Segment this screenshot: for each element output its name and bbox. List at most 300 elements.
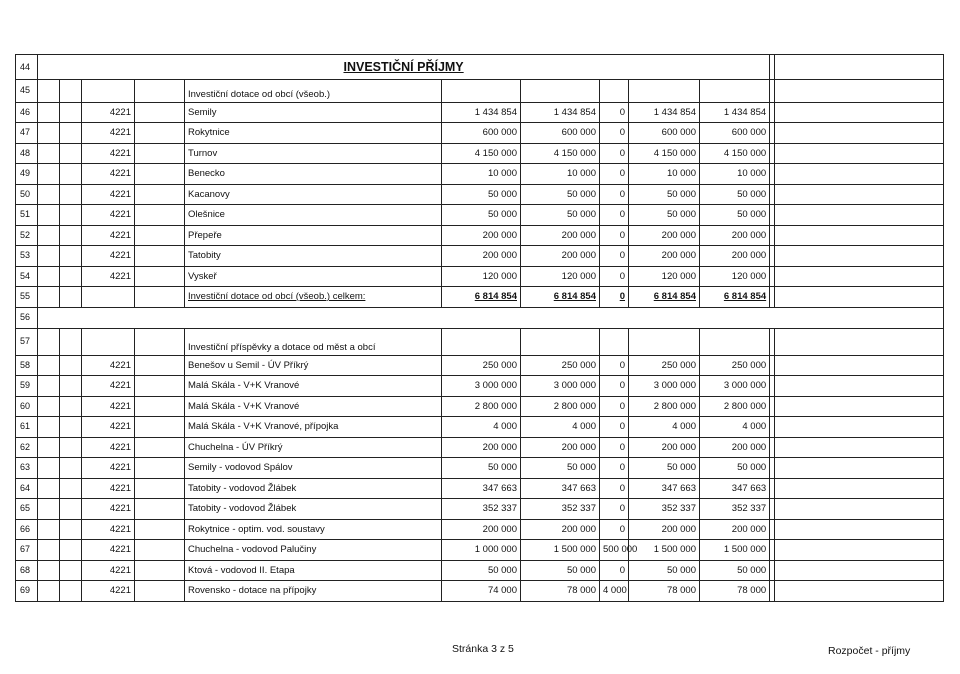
empty-cell xyxy=(135,205,185,226)
value-v4: 200 000 xyxy=(629,519,700,540)
row-number: 56 xyxy=(16,307,38,328)
empty-cell xyxy=(82,287,135,308)
table-row xyxy=(16,307,944,328)
empty-cell xyxy=(38,396,60,417)
value-v1: 1 000 000 xyxy=(442,540,521,561)
empty-cell xyxy=(775,478,944,499)
value-v3: 0 xyxy=(600,266,629,287)
item-name: Semily xyxy=(185,102,442,123)
row-number: 50 xyxy=(16,184,38,205)
total-v1: 6 814 854 xyxy=(442,287,521,308)
value-v3: 0 xyxy=(600,519,629,540)
empty-cell xyxy=(135,143,185,164)
empty-cell xyxy=(775,80,944,103)
value-v5: 200 000 xyxy=(700,437,770,458)
empty-cell xyxy=(775,328,944,355)
empty-cell xyxy=(700,328,770,355)
value-v2: 200 000 xyxy=(521,246,600,267)
value-v3: 0 xyxy=(600,417,629,438)
page-number: Stránka 3 z 5 xyxy=(452,643,514,655)
value-v1: 600 000 xyxy=(442,123,521,144)
value-v2: 200 000 xyxy=(521,437,600,458)
value-v3: 500 000 xyxy=(600,540,629,561)
item-name: Rovensko - dotace na přípojky xyxy=(185,581,442,602)
empty-cell xyxy=(775,499,944,520)
row-number: 62 xyxy=(16,437,38,458)
value-v5: 200 000 xyxy=(700,519,770,540)
value-v5: 600 000 xyxy=(700,123,770,144)
value-v5: 50 000 xyxy=(700,205,770,226)
total-v3: 0 xyxy=(600,287,629,308)
table-row xyxy=(16,80,944,103)
value-v5: 250 000 xyxy=(700,355,770,376)
value-v1: 3 000 000 xyxy=(442,376,521,397)
item-name: Rokytnice - optim. vod. soustavy xyxy=(185,519,442,540)
empty-cell xyxy=(60,246,82,267)
paragraph-code: 4221 xyxy=(82,355,135,376)
empty-cell xyxy=(775,458,944,479)
empty-cell xyxy=(60,458,82,479)
item-name: Tatobity - vodovod Žlábek xyxy=(185,478,442,499)
value-v5: 4 150 000 xyxy=(700,143,770,164)
value-v4: 78 000 xyxy=(629,581,700,602)
paragraph-code: 4221 xyxy=(82,478,135,499)
value-v2: 1 434 854 xyxy=(521,102,600,123)
empty-cell xyxy=(135,581,185,602)
empty-cell xyxy=(38,581,60,602)
value-v1: 250 000 xyxy=(442,355,521,376)
paragraph-code: 4221 xyxy=(82,205,135,226)
value-v3: 0 xyxy=(600,143,629,164)
row-number: 60 xyxy=(16,396,38,417)
item-name: Olešnice xyxy=(185,205,442,226)
value-v4: 50 000 xyxy=(629,458,700,479)
value-v2: 600 000 xyxy=(521,123,600,144)
value-v1: 352 337 xyxy=(442,499,521,520)
value-v1: 74 000 xyxy=(442,581,521,602)
row-number: 51 xyxy=(16,205,38,226)
empty-cell xyxy=(135,80,185,103)
paragraph-code: 4221 xyxy=(82,581,135,602)
empty-cell xyxy=(60,519,82,540)
empty-cell xyxy=(38,184,60,205)
empty-cell xyxy=(38,328,60,355)
value-v4: 1 500 000 xyxy=(629,540,700,561)
table-row xyxy=(16,55,944,80)
value-v4: 10 000 xyxy=(629,164,700,185)
empty-cell xyxy=(38,80,60,103)
empty-cell xyxy=(775,266,944,287)
value-v4: 1 434 854 xyxy=(629,102,700,123)
row-number: 45 xyxy=(16,80,38,103)
item-name: Malá Skála - V+K Vranové xyxy=(185,376,442,397)
row-number: 53 xyxy=(16,246,38,267)
empty-cell xyxy=(60,205,82,226)
empty-cell xyxy=(775,123,944,144)
total-v2: 6 814 854 xyxy=(521,287,600,308)
empty-cell xyxy=(521,328,600,355)
table-row xyxy=(16,540,944,561)
item-name: Benešov u Semil - ÚV Příkrý xyxy=(185,355,442,376)
value-v2: 1 500 000 xyxy=(521,540,600,561)
empty-cell xyxy=(135,376,185,397)
empty-cell xyxy=(38,102,60,123)
value-v1: 50 000 xyxy=(442,560,521,581)
empty-cell xyxy=(775,376,944,397)
empty-cell xyxy=(135,396,185,417)
value-v4: 600 000 xyxy=(629,123,700,144)
empty-cell xyxy=(60,143,82,164)
empty-cell xyxy=(135,246,185,267)
total-v5: 6 814 854 xyxy=(700,287,770,308)
value-v2: 50 000 xyxy=(521,458,600,479)
empty-cell xyxy=(775,519,944,540)
table-row xyxy=(16,287,944,308)
table-row xyxy=(16,355,944,376)
budget-table xyxy=(15,54,944,602)
paragraph-code: 4221 xyxy=(82,184,135,205)
total-label: Investiční dotace od obcí (všeob.) celkem: xyxy=(185,287,442,308)
item-name: Malá Skála - V+K Vranové, přípojka xyxy=(185,417,442,438)
empty-cell xyxy=(82,80,135,103)
empty-cell xyxy=(775,102,944,123)
empty-cell xyxy=(135,225,185,246)
paragraph-code: 4221 xyxy=(82,164,135,185)
value-v5: 50 000 xyxy=(700,458,770,479)
value-v2: 4 000 xyxy=(521,417,600,438)
empty-cell xyxy=(135,540,185,561)
empty-cell xyxy=(135,499,185,520)
row-number: 63 xyxy=(16,458,38,479)
empty-cell xyxy=(629,80,700,103)
paragraph-code: 4221 xyxy=(82,560,135,581)
empty-cell xyxy=(775,355,944,376)
empty-cell xyxy=(38,437,60,458)
value-v5: 3 000 000 xyxy=(700,376,770,397)
item-name: Semily - vodovod Spálov xyxy=(185,458,442,479)
empty-cell xyxy=(135,102,185,123)
paragraph-code: 4221 xyxy=(82,266,135,287)
empty-cell xyxy=(38,355,60,376)
value-v1: 4 150 000 xyxy=(442,143,521,164)
value-v3: 0 xyxy=(600,355,629,376)
row-number: 67 xyxy=(16,540,38,561)
value-v2: 50 000 xyxy=(521,184,600,205)
value-v4: 2 800 000 xyxy=(629,396,700,417)
value-v3: 0 xyxy=(600,205,629,226)
value-v2: 3 000 000 xyxy=(521,376,600,397)
empty-cell xyxy=(38,560,60,581)
value-v4: 50 000 xyxy=(629,205,700,226)
value-v3: 0 xyxy=(600,102,629,123)
value-v1: 2 800 000 xyxy=(442,396,521,417)
row-number: 58 xyxy=(16,355,38,376)
empty-cell xyxy=(775,205,944,226)
value-v2: 78 000 xyxy=(521,581,600,602)
paragraph-code: 4221 xyxy=(82,499,135,520)
value-v2: 4 150 000 xyxy=(521,143,600,164)
value-v3: 0 xyxy=(600,246,629,267)
item-name: Chuchelna - ÚV Příkrý xyxy=(185,437,442,458)
value-v5: 78 000 xyxy=(700,581,770,602)
table-row xyxy=(16,519,944,540)
empty-cell xyxy=(775,55,944,80)
value-v1: 120 000 xyxy=(442,266,521,287)
value-v1: 50 000 xyxy=(442,184,521,205)
empty-cell xyxy=(38,164,60,185)
item-name: Chuchelna - vodovod Palučiny xyxy=(185,540,442,561)
footer-section-label: Rozpočet - příjmy xyxy=(828,645,911,657)
paragraph-code: 4221 xyxy=(82,143,135,164)
empty-cell xyxy=(775,143,944,164)
value-v4: 50 000 xyxy=(629,184,700,205)
empty-cell xyxy=(60,376,82,397)
value-v3: 0 xyxy=(600,376,629,397)
empty-cell xyxy=(775,396,944,417)
table-row xyxy=(16,205,944,226)
empty-cell xyxy=(38,417,60,438)
value-v2: 352 337 xyxy=(521,499,600,520)
empty-cell xyxy=(38,307,944,328)
item-name: Vyskeř xyxy=(185,266,442,287)
value-v2: 120 000 xyxy=(521,266,600,287)
table-row xyxy=(16,246,944,267)
value-v4: 4 000 xyxy=(629,417,700,438)
item-name: Rokytnice xyxy=(185,123,442,144)
paragraph-code: 4221 xyxy=(82,225,135,246)
table-row xyxy=(16,123,944,144)
empty-cell xyxy=(775,581,944,602)
empty-cell xyxy=(60,581,82,602)
table-row xyxy=(16,376,944,397)
empty-cell xyxy=(600,80,629,103)
paragraph-code: 4221 xyxy=(82,417,135,438)
empty-cell xyxy=(775,437,944,458)
value-v1: 10 000 xyxy=(442,164,521,185)
value-v5: 1 434 854 xyxy=(700,102,770,123)
value-v1: 50 000 xyxy=(442,458,521,479)
table-row xyxy=(16,396,944,417)
value-v5: 1 500 000 xyxy=(700,540,770,561)
value-v4: 120 000 xyxy=(629,266,700,287)
value-v4: 200 000 xyxy=(629,246,700,267)
empty-cell xyxy=(135,519,185,540)
empty-cell xyxy=(135,123,185,144)
empty-cell xyxy=(38,246,60,267)
item-name: Benecko xyxy=(185,164,442,185)
table-row xyxy=(16,458,944,479)
empty-cell xyxy=(38,458,60,479)
empty-cell xyxy=(60,417,82,438)
value-v3: 0 xyxy=(600,478,629,499)
empty-cell xyxy=(775,164,944,185)
table-row xyxy=(16,102,944,123)
paragraph-code: 4221 xyxy=(82,458,135,479)
value-v3: 0 xyxy=(600,437,629,458)
value-v1: 200 000 xyxy=(442,437,521,458)
value-v4: 352 337 xyxy=(629,499,700,520)
empty-cell xyxy=(38,540,60,561)
paragraph-code: 4221 xyxy=(82,519,135,540)
value-v5: 4 000 xyxy=(700,417,770,438)
table-row xyxy=(16,225,944,246)
row-number: 64 xyxy=(16,478,38,499)
row-number: 49 xyxy=(16,164,38,185)
value-v1: 50 000 xyxy=(442,205,521,226)
table-row xyxy=(16,560,944,581)
empty-cell xyxy=(60,184,82,205)
empty-cell xyxy=(442,328,521,355)
empty-cell xyxy=(60,123,82,144)
value-v3: 0 xyxy=(600,560,629,581)
empty-cell xyxy=(38,143,60,164)
value-v5: 200 000 xyxy=(700,246,770,267)
empty-cell xyxy=(38,205,60,226)
empty-cell xyxy=(60,560,82,581)
empty-cell xyxy=(60,102,82,123)
empty-cell xyxy=(135,287,185,308)
empty-cell xyxy=(775,246,944,267)
empty-cell xyxy=(38,519,60,540)
empty-cell xyxy=(38,287,60,308)
empty-cell xyxy=(135,266,185,287)
row-number: 69 xyxy=(16,581,38,602)
value-v4: 347 663 xyxy=(629,478,700,499)
value-v3: 0 xyxy=(600,396,629,417)
row-number: 52 xyxy=(16,225,38,246)
value-v4: 3 000 000 xyxy=(629,376,700,397)
value-v1: 200 000 xyxy=(442,246,521,267)
empty-cell xyxy=(82,328,135,355)
row-number: 66 xyxy=(16,519,38,540)
value-v2: 50 000 xyxy=(521,205,600,226)
empty-cell xyxy=(135,328,185,355)
row-number: 55 xyxy=(16,287,38,308)
item-name: Tatobity xyxy=(185,246,442,267)
table-row xyxy=(16,164,944,185)
value-v5: 347 663 xyxy=(700,478,770,499)
empty-cell xyxy=(775,184,944,205)
empty-cell xyxy=(60,499,82,520)
row-number: 57 xyxy=(16,328,38,355)
value-v2: 347 663 xyxy=(521,478,600,499)
empty-cell xyxy=(38,376,60,397)
item-name: Přepeře xyxy=(185,225,442,246)
value-v5: 10 000 xyxy=(700,164,770,185)
table-row xyxy=(16,499,944,520)
value-v2: 50 000 xyxy=(521,560,600,581)
value-v1: 347 663 xyxy=(442,478,521,499)
value-v1: 200 000 xyxy=(442,519,521,540)
value-v2: 200 000 xyxy=(521,519,600,540)
empty-cell xyxy=(38,499,60,520)
value-v5: 50 000 xyxy=(700,184,770,205)
table-row xyxy=(16,478,944,499)
value-v5: 120 000 xyxy=(700,266,770,287)
empty-cell xyxy=(775,417,944,438)
value-v2: 2 800 000 xyxy=(521,396,600,417)
paragraph-code: 4221 xyxy=(82,376,135,397)
empty-cell xyxy=(442,80,521,103)
paragraph-code: 4221 xyxy=(82,102,135,123)
paragraph-code: 4221 xyxy=(82,396,135,417)
empty-cell xyxy=(600,328,629,355)
empty-cell xyxy=(38,266,60,287)
total-v4: 6 814 854 xyxy=(629,287,700,308)
empty-cell xyxy=(775,540,944,561)
value-v4: 250 000 xyxy=(629,355,700,376)
empty-cell xyxy=(60,478,82,499)
empty-cell xyxy=(60,164,82,185)
empty-cell xyxy=(38,123,60,144)
value-v3: 4 000 xyxy=(600,581,629,602)
empty-cell xyxy=(60,328,82,355)
row-number: 68 xyxy=(16,560,38,581)
empty-cell xyxy=(700,80,770,103)
value-v3: 0 xyxy=(600,225,629,246)
empty-cell xyxy=(135,437,185,458)
item-name: Turnov xyxy=(185,143,442,164)
table-body xyxy=(16,55,944,602)
value-v3: 0 xyxy=(600,184,629,205)
table-row xyxy=(16,437,944,458)
value-v3: 0 xyxy=(600,123,629,144)
empty-cell xyxy=(60,396,82,417)
empty-cell xyxy=(775,225,944,246)
row-number: 46 xyxy=(16,102,38,123)
empty-cell xyxy=(60,355,82,376)
empty-cell xyxy=(775,560,944,581)
table-row xyxy=(16,581,944,602)
row-number: 61 xyxy=(16,417,38,438)
value-v5: 50 000 xyxy=(700,560,770,581)
empty-cell xyxy=(135,417,185,438)
value-v3: 0 xyxy=(600,499,629,520)
empty-cell xyxy=(521,80,600,103)
empty-cell xyxy=(60,540,82,561)
empty-cell xyxy=(60,266,82,287)
empty-cell xyxy=(135,355,185,376)
row-number: 65 xyxy=(16,499,38,520)
row-number: 48 xyxy=(16,143,38,164)
empty-cell xyxy=(38,478,60,499)
item-name: Kacanovy xyxy=(185,184,442,205)
paragraph-code: 4221 xyxy=(82,540,135,561)
empty-cell xyxy=(775,287,944,308)
value-v5: 200 000 xyxy=(700,225,770,246)
group-header: Investiční příspěvky a dotace od měst a obcí xyxy=(185,328,442,355)
table-row xyxy=(16,266,944,287)
empty-cell xyxy=(135,478,185,499)
paragraph-code: 4221 xyxy=(82,246,135,267)
value-v4: 50 000 xyxy=(629,560,700,581)
value-v2: 250 000 xyxy=(521,355,600,376)
paragraph-code: 4221 xyxy=(82,437,135,458)
item-name: Malá Skála - V+K Vranové xyxy=(185,396,442,417)
section-title: INVESTIČNÍ PŘÍJMY xyxy=(38,55,770,80)
empty-cell xyxy=(60,225,82,246)
value-v5: 352 337 xyxy=(700,499,770,520)
item-name: Tatobity - vodovod Žlábek xyxy=(185,499,442,520)
empty-cell xyxy=(135,164,185,185)
paragraph-code: 4221 xyxy=(82,123,135,144)
value-v3: 0 xyxy=(600,164,629,185)
table-row xyxy=(16,143,944,164)
empty-cell xyxy=(135,184,185,205)
value-v1: 4 000 xyxy=(442,417,521,438)
row-number: 44 xyxy=(16,55,38,80)
empty-cell xyxy=(135,458,185,479)
